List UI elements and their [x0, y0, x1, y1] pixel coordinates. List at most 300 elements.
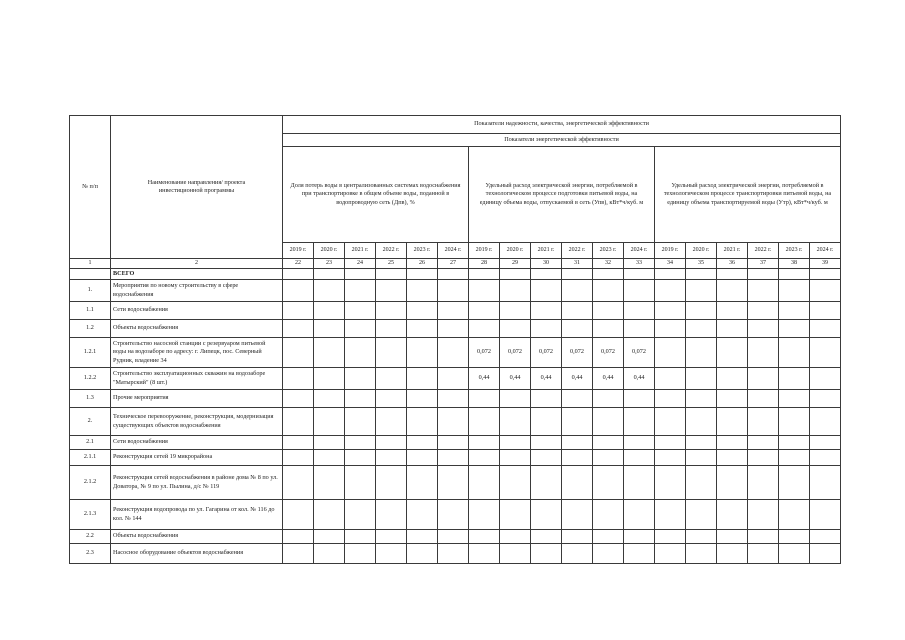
value-cell: [655, 500, 686, 530]
value-cell: [686, 436, 717, 450]
value-cell: [469, 269, 500, 280]
value-cell: [717, 466, 748, 500]
value-cell: [438, 302, 469, 320]
value-cell: [531, 466, 562, 500]
value-cell: [748, 408, 779, 436]
row-project-name: Сети водоснабжения: [111, 436, 283, 450]
value-cell: [531, 408, 562, 436]
value-cell: [345, 280, 376, 302]
value-cell: [562, 320, 593, 338]
value-cell: [748, 280, 779, 302]
value-cell: [593, 280, 624, 302]
column-number-cell: 23: [314, 259, 345, 269]
value-cell: 0,44: [469, 368, 500, 390]
value-cell: [686, 390, 717, 408]
value-cell: [283, 302, 314, 320]
row-project-name: Сети водоснабжения: [111, 302, 283, 320]
row-number: 2.1.3: [70, 500, 111, 530]
value-cell: [748, 338, 779, 368]
value-cell: [314, 368, 345, 390]
value-cell: [376, 320, 407, 338]
value-cell: [314, 390, 345, 408]
year-header-cell: 2022 г.: [376, 243, 407, 259]
value-cell: [593, 544, 624, 564]
year-header-cell: 2024 г.: [810, 243, 841, 259]
value-cell: [283, 280, 314, 302]
value-cell: [655, 269, 686, 280]
row-number: 2.2: [70, 530, 111, 544]
value-cell: [438, 269, 469, 280]
value-cell: [407, 269, 438, 280]
value-cell: [810, 368, 841, 390]
value-cell: [562, 450, 593, 466]
value-cell: [531, 390, 562, 408]
value-cell: [562, 466, 593, 500]
value-cell: [686, 530, 717, 544]
value-cell: [748, 530, 779, 544]
value-cell: 0,072: [469, 338, 500, 368]
row-project-name: Реконструкция сетей 19 микрорайона: [111, 450, 283, 466]
value-cell: [810, 544, 841, 564]
header-group-transport: Удельный расход электрической энергии, потребляемой в технологическом процессе транспортировки питьевой воды, на единицу объема транспортируемой воды (Утр), кВт*ч/куб. м: [655, 147, 841, 243]
value-cell: [376, 368, 407, 390]
value-cell: [748, 368, 779, 390]
value-cell: [748, 500, 779, 530]
value-cell: [345, 500, 376, 530]
value-cell: [686, 450, 717, 466]
value-cell: [779, 368, 810, 390]
value-cell: [407, 436, 438, 450]
table-row: [70, 269, 841, 280]
column-number-cell: 28: [469, 259, 500, 269]
value-cell: [283, 269, 314, 280]
value-cell: [283, 408, 314, 436]
year-header-cell: 2019 г.: [283, 243, 314, 259]
value-cell: [376, 466, 407, 500]
value-cell: [779, 269, 810, 280]
column-number-cell: 31: [562, 259, 593, 269]
value-cell: [686, 320, 717, 338]
value-cell: 0,44: [562, 368, 593, 390]
value-cell: [283, 436, 314, 450]
value-cell: [748, 320, 779, 338]
value-cell: [407, 408, 438, 436]
value-cell: [438, 368, 469, 390]
value-cell: [438, 338, 469, 368]
value-cell: [438, 450, 469, 466]
table-row: [70, 338, 841, 368]
year-header-cell: 2020 г.: [314, 243, 345, 259]
value-cell: [810, 466, 841, 500]
value-cell: [469, 544, 500, 564]
value-cell: [500, 530, 531, 544]
column-number-cell: 30: [531, 259, 562, 269]
value-cell: [779, 280, 810, 302]
value-cell: [686, 368, 717, 390]
value-cell: [438, 280, 469, 302]
year-header-cell: 2021 г.: [345, 243, 376, 259]
column-number-cell: 25: [376, 259, 407, 269]
value-cell: [314, 466, 345, 500]
value-cell: [500, 450, 531, 466]
value-cell: [376, 500, 407, 530]
value-cell: [438, 544, 469, 564]
table-row: [70, 466, 841, 500]
value-cell: [655, 338, 686, 368]
header-energy-title: Показатели энергетической эффективности: [283, 134, 841, 147]
column-number-cell: 36: [717, 259, 748, 269]
value-cell: [469, 280, 500, 302]
value-cell: [593, 436, 624, 450]
header-group-losses: Доля потерь воды в централизованных системах водоснабжения при транспортировке в общем объеме воды, поданной в водопроводную сеть (Дпв), %: [283, 147, 469, 243]
value-cell: [624, 450, 655, 466]
value-cell: [345, 450, 376, 466]
value-cell: [562, 302, 593, 320]
value-cell: 0,072: [562, 338, 593, 368]
year-header-cell: 2022 г.: [748, 243, 779, 259]
table-row: [70, 320, 841, 338]
value-cell: [717, 280, 748, 302]
value-cell: [500, 500, 531, 530]
value-cell: [531, 450, 562, 466]
value-cell: [655, 530, 686, 544]
value-cell: [500, 408, 531, 436]
value-cell: [531, 280, 562, 302]
row-number: 2.1.2: [70, 466, 111, 500]
value-cell: [500, 436, 531, 450]
value-cell: [314, 338, 345, 368]
column-number-cell: 1: [70, 259, 111, 269]
row-number: 1.: [70, 280, 111, 302]
value-cell: [810, 450, 841, 466]
row-number: [70, 269, 111, 280]
value-cell: [593, 408, 624, 436]
value-cell: [779, 466, 810, 500]
value-cell: [500, 269, 531, 280]
value-cell: [469, 500, 500, 530]
table-row: [70, 302, 841, 320]
value-cell: [624, 408, 655, 436]
year-header-cell: 2023 г.: [407, 243, 438, 259]
value-cell: [748, 450, 779, 466]
value-cell: [407, 338, 438, 368]
year-header-cell: 2019 г.: [469, 243, 500, 259]
value-cell: [717, 390, 748, 408]
value-cell: [717, 544, 748, 564]
value-cell: 0,44: [500, 368, 531, 390]
value-cell: [779, 320, 810, 338]
value-cell: [593, 500, 624, 530]
value-cell: [810, 302, 841, 320]
value-cell: [655, 368, 686, 390]
value-cell: [469, 320, 500, 338]
value-cell: [779, 302, 810, 320]
value-cell: [438, 466, 469, 500]
column-number-cell: 39: [810, 259, 841, 269]
row-number: 2.3: [70, 544, 111, 564]
value-cell: [314, 436, 345, 450]
row-project-name: Техническое перевооружение, реконструкция, модернизация существующих объектов водоснабжения: [111, 408, 283, 436]
table-row: [70, 544, 841, 564]
value-cell: [283, 368, 314, 390]
value-cell: [624, 302, 655, 320]
value-cell: [624, 530, 655, 544]
column-number-cell: 38: [779, 259, 810, 269]
header-project-name: Наименование направления/ проекта инвестиционной программы: [111, 116, 283, 259]
value-cell: [283, 544, 314, 564]
value-cell: [500, 320, 531, 338]
value-cell: [407, 466, 438, 500]
value-cell: [779, 408, 810, 436]
value-cell: [407, 530, 438, 544]
row-number: 1.2: [70, 320, 111, 338]
value-cell: [407, 544, 438, 564]
value-cell: [283, 500, 314, 530]
value-cell: [655, 280, 686, 302]
value-cell: [376, 408, 407, 436]
value-cell: [407, 390, 438, 408]
header-number: № п/п: [70, 116, 111, 259]
year-header-cell: 2021 г.: [717, 243, 748, 259]
header-indicators-title: Показатели надежности, качества, энергетической эффективности: [283, 116, 841, 134]
column-number-cell: 27: [438, 259, 469, 269]
value-cell: [810, 338, 841, 368]
value-cell: [810, 436, 841, 450]
value-cell: [593, 530, 624, 544]
value-cell: [562, 408, 593, 436]
value-cell: [376, 302, 407, 320]
year-header-cell: 2019 г.: [655, 243, 686, 259]
value-cell: [686, 500, 717, 530]
value-cell: [469, 436, 500, 450]
value-cell: [562, 530, 593, 544]
table-row: [70, 500, 841, 530]
row-project-name: Строительство эксплуатационных скважин на водозаборе "Матырский" (8 шт.): [111, 368, 283, 390]
value-cell: [593, 450, 624, 466]
value-cell: [531, 302, 562, 320]
value-cell: [593, 390, 624, 408]
row-project-name: Мероприятия по новому строительству в сфере водоснабжения: [111, 280, 283, 302]
value-cell: [655, 390, 686, 408]
value-cell: [717, 500, 748, 530]
value-cell: [438, 500, 469, 530]
value-cell: [686, 338, 717, 368]
value-cell: [748, 302, 779, 320]
value-cell: [717, 368, 748, 390]
value-cell: [283, 466, 314, 500]
value-cell: [717, 450, 748, 466]
value-cell: [283, 450, 314, 466]
value-cell: [283, 530, 314, 544]
value-cell: [562, 390, 593, 408]
table-row: [70, 368, 841, 390]
value-cell: [748, 436, 779, 450]
column-number-cell: 32: [593, 259, 624, 269]
column-number-cell: 29: [500, 259, 531, 269]
year-header-cell: 2022 г.: [562, 243, 593, 259]
value-cell: [469, 302, 500, 320]
value-cell: [314, 269, 345, 280]
value-cell: [717, 436, 748, 450]
value-cell: [283, 338, 314, 368]
value-cell: [810, 269, 841, 280]
value-cell: [314, 280, 345, 302]
value-cell: [438, 408, 469, 436]
value-cell: [593, 269, 624, 280]
value-cell: [810, 500, 841, 530]
value-cell: [624, 390, 655, 408]
value-cell: [345, 436, 376, 450]
value-cell: [314, 408, 345, 436]
row-number: 1.3: [70, 390, 111, 408]
value-cell: 0,072: [500, 338, 531, 368]
value-cell: [376, 338, 407, 368]
row-project-name: Строительство насосной станции с резервуаром питьевой воды на водозаборе по адресу: г. Липецк, пос. Северный Рудник, владение 34: [111, 338, 283, 368]
value-cell: [562, 269, 593, 280]
value-cell: [376, 269, 407, 280]
value-cell: [438, 530, 469, 544]
year-header-cell: 2023 г.: [593, 243, 624, 259]
row-number: 2.1: [70, 436, 111, 450]
value-cell: [531, 269, 562, 280]
value-cell: [779, 544, 810, 564]
value-cell: [376, 544, 407, 564]
value-cell: [779, 530, 810, 544]
value-cell: [562, 436, 593, 450]
value-cell: [438, 390, 469, 408]
value-cell: [531, 544, 562, 564]
value-cell: [655, 466, 686, 500]
table-row: [70, 436, 841, 450]
value-cell: [469, 408, 500, 436]
column-number-cell: 35: [686, 259, 717, 269]
row-project-name: Насосное оборудование объектов водоснабжения: [111, 544, 283, 564]
value-cell: [748, 269, 779, 280]
value-cell: [376, 450, 407, 466]
value-cell: [810, 320, 841, 338]
row-project-name: Объекты водоснабжения: [111, 530, 283, 544]
value-cell: [779, 500, 810, 530]
value-cell: [686, 269, 717, 280]
value-cell: [407, 500, 438, 530]
value-cell: [438, 320, 469, 338]
column-number-cell: 26: [407, 259, 438, 269]
value-cell: [345, 544, 376, 564]
value-cell: 0,072: [624, 338, 655, 368]
value-cell: [624, 436, 655, 450]
row-project-name: Объекты водоснабжения: [111, 320, 283, 338]
value-cell: 0,44: [624, 368, 655, 390]
value-cell: [779, 436, 810, 450]
value-cell: [376, 390, 407, 408]
value-cell: [531, 320, 562, 338]
value-cell: [810, 280, 841, 302]
value-cell: [407, 302, 438, 320]
value-cell: [593, 320, 624, 338]
value-cell: [407, 320, 438, 338]
value-cell: [407, 450, 438, 466]
value-cell: [500, 280, 531, 302]
value-cell: [810, 408, 841, 436]
value-cell: [686, 466, 717, 500]
value-cell: [438, 436, 469, 450]
value-cell: [748, 466, 779, 500]
value-cell: [686, 408, 717, 436]
value-cell: [748, 544, 779, 564]
value-cell: [314, 530, 345, 544]
value-cell: [469, 466, 500, 500]
value-cell: [655, 408, 686, 436]
value-cell: [283, 320, 314, 338]
value-cell: [345, 338, 376, 368]
table-row: [70, 390, 841, 408]
value-cell: [717, 338, 748, 368]
value-cell: [655, 302, 686, 320]
year-header-cell: 2021 г.: [531, 243, 562, 259]
value-cell: [810, 530, 841, 544]
value-cell: [314, 302, 345, 320]
year-header-cell: 2020 г.: [686, 243, 717, 259]
value-cell: [500, 544, 531, 564]
value-cell: [717, 408, 748, 436]
row-number: 1.1: [70, 302, 111, 320]
value-cell: [345, 466, 376, 500]
column-number-cell: 22: [283, 259, 314, 269]
value-cell: [624, 320, 655, 338]
value-cell: [655, 320, 686, 338]
row-project-name: Прочие мероприятия: [111, 390, 283, 408]
row-number: 1.2.2: [70, 368, 111, 390]
value-cell: [407, 280, 438, 302]
column-number-cell: 34: [655, 259, 686, 269]
value-cell: [283, 390, 314, 408]
indicators-table: [69, 115, 841, 564]
row-number: 2.: [70, 408, 111, 436]
value-cell: [531, 500, 562, 530]
value-cell: [469, 450, 500, 466]
value-cell: [376, 280, 407, 302]
value-cell: [562, 544, 593, 564]
value-cell: [624, 500, 655, 530]
value-cell: [500, 390, 531, 408]
value-cell: [314, 320, 345, 338]
table-row: [70, 530, 841, 544]
year-header-cell: 2020 г.: [500, 243, 531, 259]
value-cell: [624, 269, 655, 280]
value-cell: [779, 450, 810, 466]
value-cell: [593, 466, 624, 500]
value-cell: [314, 450, 345, 466]
column-number-cell: 33: [624, 259, 655, 269]
value-cell: [345, 269, 376, 280]
value-cell: [469, 530, 500, 544]
value-cell: [655, 436, 686, 450]
value-cell: [314, 544, 345, 564]
value-cell: [717, 269, 748, 280]
value-cell: [345, 408, 376, 436]
value-cell: [717, 320, 748, 338]
value-cell: [655, 450, 686, 466]
value-cell: [500, 302, 531, 320]
value-cell: [593, 302, 624, 320]
value-cell: [531, 436, 562, 450]
value-cell: [376, 530, 407, 544]
row-number: 2.1.1: [70, 450, 111, 466]
row-number: 1.2.1: [70, 338, 111, 368]
value-cell: [748, 390, 779, 408]
value-cell: [686, 544, 717, 564]
value-cell: [624, 280, 655, 302]
